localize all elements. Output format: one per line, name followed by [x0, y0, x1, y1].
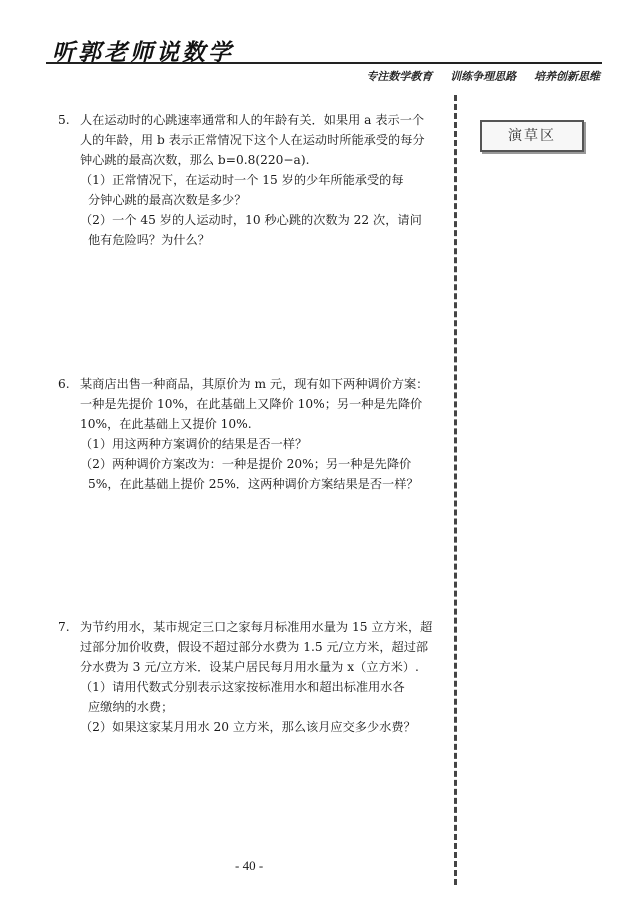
slogan-3: 培养创新思维 [534, 70, 600, 83]
header-rule [46, 62, 602, 64]
page-number: - 40 - [235, 858, 264, 873]
sub-question-1: （1）用这两种方案调价的结果是否一样？ [80, 437, 308, 451]
statement-line: 分水费为 3 元/立方米．设某户居民每月用水量为 x（立方米）. [80, 660, 419, 674]
problem-number: 7. [58, 620, 70, 634]
sub-question-1: （1）请用代数式分别表示这家按标准用水和超出标准用水各 [80, 680, 405, 694]
problem-statement [80, 374, 450, 434]
statement-line: 过部分加价收费，假设不超过部分水费为 1.5 元/立方米，超过部 [80, 640, 429, 654]
statement-line: 钟心跳的最高次数，那么 b=0.8(220−a). [80, 153, 310, 167]
slogan-2: 训练争理思路 [450, 70, 517, 83]
statement-line: 人的年龄，用 b 表示正常情况下这个人在运动时所能承受的每分 [80, 133, 425, 147]
sub-question-1-cont: 分钟心跳的最高次数是多少？ [88, 193, 247, 207]
margin-divider [454, 95, 457, 885]
brand-title: 听郭老师说数学 [52, 39, 234, 66]
problem-statement [80, 617, 450, 677]
sub-question-2: （2）一个 45 岁的人运动时，10 秒心跳的次数为 22 次，请问 [80, 213, 422, 227]
problem-6 [58, 374, 450, 494]
statement-line: 某商店出售一种商品，其原价为 m 元，现有如下两种调价方案： [80, 377, 429, 391]
problem-number: 5. [58, 113, 70, 127]
sub-question-1-cont: 应缴纳的水费； [88, 700, 174, 714]
sub-question-2-cont: 5%，在此基础上提价 25%．这两种调价方案结果是否一样？ [88, 477, 419, 491]
slogan-1: 专注数学教育 [366, 70, 433, 83]
statement-line: 为节约用水，某市规定三口之家每月标准用水量为 15 立方米，超 [80, 620, 433, 634]
problem-5 [58, 110, 450, 250]
draft-area-label: 演草区 [480, 120, 584, 152]
statement-line: 10%，在此基础上又提价 10%. [80, 417, 252, 431]
sub-question-2-cont: 他有危险吗？为什么？ [88, 233, 210, 247]
problem-number: 6. [58, 377, 70, 391]
sub-question-2: （2）两种调价方案改为：一种是提价 20%；另一种是先降价 [80, 457, 412, 471]
header-slogans [352, 68, 600, 84]
statement-line: 人在运动时的心跳速率通常和人的年龄有关．如果用 a 表示一个 [80, 113, 425, 127]
statement-line: 一种是先提价 10%，在此基础上又降价 10%；另一种是先降价 [80, 397, 423, 411]
sub-question-2: （2）如果这家某月用水 20 立方米，那么该月应交多少水费？ [80, 720, 416, 734]
problem-7 [58, 617, 450, 737]
problem-statement [80, 110, 450, 170]
sub-question-1: （1）正常情况下，在运动时一个 15 岁的少年所能承受的每 [80, 173, 404, 187]
